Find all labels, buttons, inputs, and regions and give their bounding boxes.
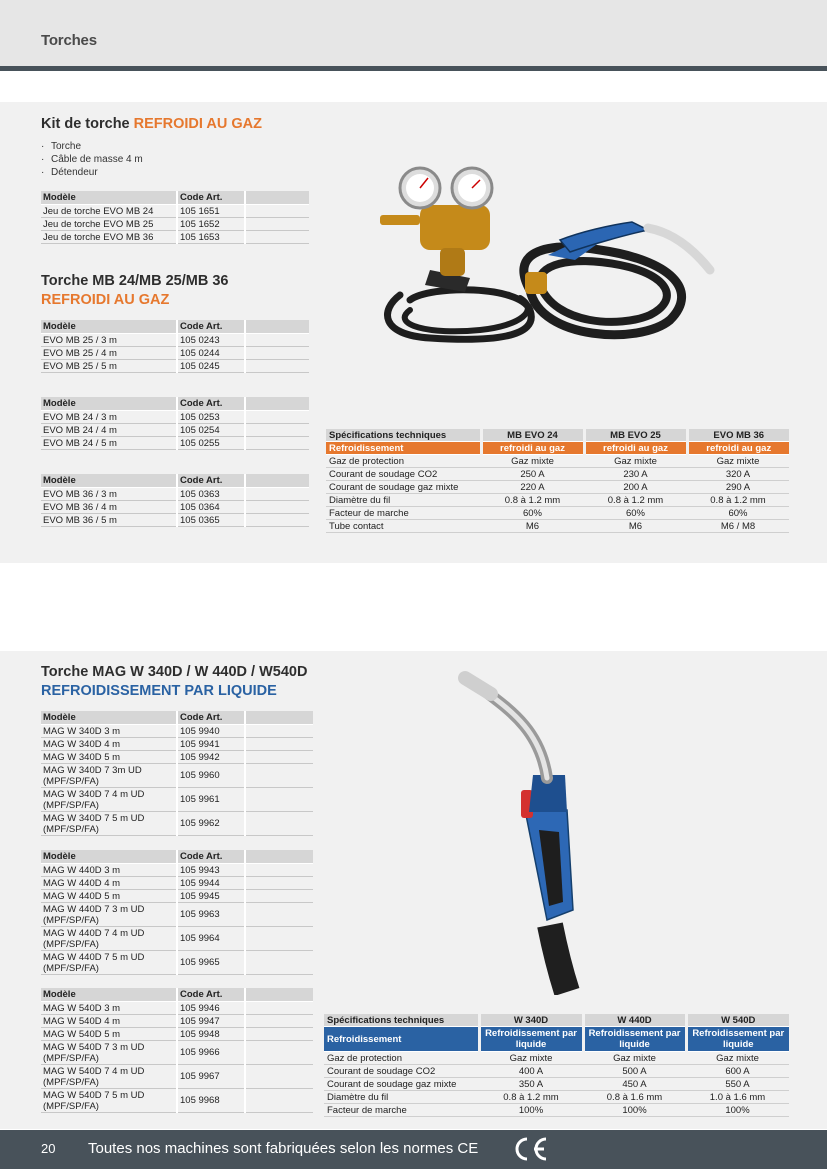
spec-value: Gaz mixte: [686, 1052, 789, 1065]
code-cell: 105 1651: [177, 205, 245, 218]
spec-label: Gaz de protection: [326, 455, 481, 468]
code-cell: 105 9966: [177, 1041, 245, 1065]
spec-label: Courant de soudage gaz mixte: [324, 1078, 479, 1091]
spec-label: Diamètre du fil: [324, 1091, 479, 1104]
model-cell: EVO MB 36 / 5 m: [41, 514, 177, 527]
table-row: [41, 864, 313, 877]
code-cell: 105 9967: [177, 1065, 245, 1089]
spec-value: Gaz mixte: [583, 1052, 686, 1065]
table-row: [324, 1078, 789, 1091]
header-model: Modèle: [41, 191, 177, 205]
spec-value: Gaz mixte: [687, 455, 789, 468]
mag540-model-table: [41, 988, 313, 1113]
model-cell: EVO MB 36 / 3 m: [41, 488, 177, 501]
spec-value: refroidi au gaz: [584, 442, 687, 455]
spec-value: Refroidissement par liquide: [583, 1027, 686, 1052]
torch-cable-icon: [550, 925, 567, 992]
table-row: [326, 455, 789, 468]
spec-value: M6: [481, 520, 584, 533]
header-model: Modèle: [41, 988, 177, 1002]
footer-text: Toutes nos machines sont fabriquées selon les normes CE: [88, 1140, 479, 1157]
mag-torch-image: [455, 670, 605, 995]
code-cell: 105 0244: [177, 347, 245, 360]
spec-value: refroidi au gaz: [481, 442, 584, 455]
header-title: Torches: [41, 32, 97, 49]
table-row: [41, 812, 313, 836]
spec-label: Gaz de protection: [324, 1052, 479, 1065]
table-row: [41, 1089, 313, 1113]
model-cell: MAG W 440D 7 3 m UD (MPF/SP/FA): [41, 903, 177, 927]
code-cell: 105 9964: [177, 927, 245, 951]
spec-value: Refroidissement par liquide: [479, 1027, 583, 1052]
code-cell: 105 9965: [177, 951, 245, 975]
table-row: [41, 877, 313, 890]
regulator-icon: [380, 168, 492, 276]
code-cell: 105 9943: [177, 864, 245, 877]
spec-value: 1.0 à 1.6 mm: [686, 1091, 789, 1104]
spec-value: 220 A: [481, 481, 584, 494]
spec-value: Gaz mixte: [481, 455, 584, 468]
table-row: [41, 514, 309, 527]
table-row: [41, 788, 313, 812]
spec-label: Courant de soudage CO2: [326, 468, 481, 481]
model-cell: MAG W 340D 4 m: [41, 738, 177, 751]
specs-header-model: MB EVO 25: [584, 429, 687, 442]
table-row: [324, 1104, 789, 1117]
table-row: [41, 334, 309, 347]
table-row: [326, 468, 789, 481]
header-empty: [245, 191, 309, 205]
mag340-model-table: [41, 711, 313, 836]
model-cell: EVO MB 25 / 5 m: [41, 360, 177, 373]
code-cell: 105 0364: [177, 501, 245, 514]
spec-value: 0.8 à 1.2 mm: [481, 494, 584, 507]
code-cell: 105 9942: [177, 751, 245, 764]
model-cell: MAG W 440D 3 m: [41, 864, 177, 877]
table-row: [41, 1065, 313, 1089]
spec-value: 450 A: [583, 1078, 686, 1091]
mag-subtitle: REFROIDISSEMENT PAR LIQUIDE: [41, 683, 277, 699]
specs-header-model: W 340D: [479, 1014, 583, 1027]
code-cell: 105 1652: [177, 218, 245, 231]
spec-value: 500 A: [583, 1065, 686, 1078]
specs-header-model: EVO MB 36: [687, 429, 789, 442]
header-model: Modèle: [41, 711, 177, 725]
torch-nozzle-icon: [465, 678, 491, 694]
header-code: Code Art.: [177, 988, 245, 1002]
table-row: [41, 951, 313, 975]
model-cell: MAG W 540D 4 m: [41, 1015, 177, 1028]
model-cell: EVO MB 24 / 3 m: [41, 411, 177, 424]
page-footer: [0, 1130, 827, 1169]
mag-title: Torche MAG W 340D / W 440D / W540D: [41, 664, 308, 680]
table-row: [41, 764, 313, 788]
table-row: [324, 1052, 789, 1065]
specs-header-model: W 540D: [686, 1014, 789, 1027]
header-model: Modèle: [41, 320, 177, 334]
table-row: [41, 1041, 313, 1065]
mb25-model-table: [41, 320, 309, 373]
spec-value: 0.8 à 1.2 mm: [687, 494, 789, 507]
page-header: [0, 0, 827, 66]
spec-value: refroidi au gaz: [687, 442, 789, 455]
header-code: Code Art.: [177, 474, 245, 488]
header-model: Modèle: [41, 474, 177, 488]
spec-label: Refroidissement: [326, 442, 481, 455]
spec-value: 60%: [481, 507, 584, 520]
code-cell: 105 9962: [177, 812, 245, 836]
table-row: [41, 1028, 313, 1041]
table-header-row: [41, 191, 309, 205]
spec-value: 600 A: [686, 1065, 789, 1078]
model-cell: MAG W 540D 7 5 m UD (MPF/SP/FA): [41, 1089, 177, 1113]
code-cell: 105 0254: [177, 424, 245, 437]
spec-value: Refroidissement par liquide: [686, 1027, 789, 1052]
table-row: [326, 507, 789, 520]
code-cell: 105 9961: [177, 788, 245, 812]
code-cell: 105 9941: [177, 738, 245, 751]
model-cell: MAG W 440D 5 m: [41, 890, 177, 903]
spec-label: Courant de soudage CO2: [324, 1065, 479, 1078]
model-cell: Jeu de torche EVO MB 36: [41, 231, 177, 244]
spec-value: M6 / M8: [687, 520, 789, 533]
model-cell: MAG W 440D 7 4 m UD (MPF/SP/FA): [41, 927, 177, 951]
code-cell: 105 9946: [177, 1002, 245, 1015]
mb24-model-table: [41, 397, 309, 450]
spec-value: 0.8 à 1.2 mm: [584, 494, 687, 507]
code-cell: 105 9947: [177, 1015, 245, 1028]
header-bar: [0, 66, 827, 71]
ce-mark-icon: [510, 1135, 550, 1163]
model-cell: MAG W 340D 3 m: [41, 725, 177, 738]
code-cell: 105 9948: [177, 1028, 245, 1041]
spec-value: 0.8 à 1.2 mm: [479, 1091, 583, 1104]
table-row: [41, 890, 313, 903]
spec-value: Gaz mixte: [479, 1052, 583, 1065]
spec-value: 320 A: [687, 468, 789, 481]
table-row: [326, 481, 789, 494]
connector-icon: [525, 272, 547, 294]
specs-header-model: MB EVO 24: [481, 429, 584, 442]
table-row: [41, 903, 313, 927]
header-code: Code Art.: [177, 711, 245, 725]
spec-value: 550 A: [686, 1078, 789, 1091]
torch-neck-icon: [481, 688, 547, 778]
spec-value: 290 A: [687, 481, 789, 494]
code-cell: 105 9968: [177, 1089, 245, 1113]
spec-value: 60%: [584, 507, 687, 520]
table-row: [326, 520, 789, 533]
model-cell: MAG W 340D 7 3m UD (MPF/SP/FA): [41, 764, 177, 788]
code-cell: 105 9945: [177, 890, 245, 903]
code-cell: 105 9960: [177, 764, 245, 788]
table-row: [41, 1002, 313, 1015]
header-code: Code Art.: [177, 191, 245, 205]
table-row: [326, 494, 789, 507]
kit-title: [41, 116, 262, 132]
spec-label: Courant de soudage gaz mixte: [326, 481, 481, 494]
model-cell: Jeu de torche EVO MB 25: [41, 218, 177, 231]
spec-value: 250 A: [481, 468, 584, 481]
table-row: [41, 424, 309, 437]
model-cell: EVO MB 25 / 4 m: [41, 347, 177, 360]
mb36-model-table: [41, 474, 309, 527]
table-row: [41, 1015, 313, 1028]
header-code: Code Art.: [177, 850, 245, 864]
model-cell: MAG W 540D 7 3 m UD (MPF/SP/FA): [41, 1041, 177, 1065]
header-code: Code Art.: [177, 320, 245, 334]
model-cell: MAG W 540D 3 m: [41, 1002, 177, 1015]
code-cell: 105 0365: [177, 514, 245, 527]
spec-value: M6: [584, 520, 687, 533]
table-row: [324, 1065, 789, 1078]
mb-title: Torche MB 24/MB 25/MB 36: [41, 273, 229, 289]
model-cell: EVO MB 25 / 3 m: [41, 334, 177, 347]
list-item: · Détendeur: [41, 166, 143, 179]
kit-title-highlight: REFROIDI AU GAZ: [133, 116, 263, 132]
table-row: [41, 231, 309, 244]
specs-header-row: [324, 1014, 789, 1027]
spec-value: 350 A: [479, 1078, 583, 1091]
model-cell: MAG W 340D 7 5 m UD (MPF/SP/FA): [41, 812, 177, 836]
table-row: [41, 501, 309, 514]
spec-label: Facteur de marche: [324, 1104, 479, 1117]
spec-value: 200 A: [584, 481, 687, 494]
model-cell: MAG W 540D 5 m: [41, 1028, 177, 1041]
code-cell: 105 9940: [177, 725, 245, 738]
model-cell: EVO MB 24 / 5 m: [41, 437, 177, 450]
model-cell: MAG W 340D 5 m: [41, 751, 177, 764]
specs-cooling-row: [326, 442, 789, 455]
specs-header-label: Spécifications techniques: [324, 1014, 479, 1027]
code-cell: 105 0363: [177, 488, 245, 501]
table-row: [41, 218, 309, 231]
model-cell: MAG W 540D 7 4 m UD (MPF/SP/FA): [41, 1065, 177, 1089]
model-cell: EVO MB 36 / 4 m: [41, 501, 177, 514]
specs-header-model: W 440D: [583, 1014, 686, 1027]
spec-label: Diamètre du fil: [326, 494, 481, 507]
specs-header-label: Spécifications techniques: [326, 429, 481, 442]
page-number: 20: [41, 1141, 56, 1156]
code-cell: 105 9944: [177, 877, 245, 890]
mb-subtitle: REFROIDI AU GAZ: [41, 292, 170, 308]
table-row: [41, 360, 309, 373]
model-cell: MAG W 440D 4 m: [41, 877, 177, 890]
mb-specs-table: [326, 429, 789, 533]
header-model: Modèle: [41, 850, 177, 864]
code-cell: 105 1653: [177, 231, 245, 244]
header-model: Modèle: [41, 397, 177, 411]
spec-value: 230 A: [584, 468, 687, 481]
code-cell: 105 0255: [177, 437, 245, 450]
torch-kit-image: [370, 160, 730, 350]
table-row: [41, 437, 309, 450]
spec-label: Tube contact: [326, 520, 481, 533]
spec-label: Refroidissement: [324, 1027, 479, 1052]
spec-value: Gaz mixte: [584, 455, 687, 468]
code-cell: 105 0253: [177, 411, 245, 424]
spec-value: 100%: [479, 1104, 583, 1117]
mag440-model-table: [41, 850, 313, 975]
spec-value: 100%: [686, 1104, 789, 1117]
table-row: [324, 1091, 789, 1104]
code-cell: 105 0245: [177, 360, 245, 373]
table-row: [41, 738, 313, 751]
table-row: [41, 347, 309, 360]
model-cell: Jeu de torche EVO MB 24: [41, 205, 177, 218]
spec-value: 0.8 à 1.6 mm: [583, 1091, 686, 1104]
mag-specs-table: [324, 1014, 789, 1117]
spec-value: 60%: [687, 507, 789, 520]
header-code: Code Art.: [177, 397, 245, 411]
model-cell: EVO MB 24 / 4 m: [41, 424, 177, 437]
table-row: [41, 725, 313, 738]
kit-contents-list: [41, 140, 143, 179]
table-row: [41, 927, 313, 951]
specs-header-row: [326, 429, 789, 442]
code-cell: 105 9963: [177, 903, 245, 927]
table-row: [41, 411, 309, 424]
model-cell: MAG W 440D 7 5 m UD (MPF/SP/FA): [41, 951, 177, 975]
table-row: [41, 751, 313, 764]
spec-label: Facteur de marche: [326, 507, 481, 520]
kit-title-prefix: Kit de torche: [41, 116, 130, 132]
code-cell: 105 0243: [177, 334, 245, 347]
specs-cooling-row: [324, 1027, 789, 1052]
table-row: [41, 205, 309, 218]
kit-model-table: [41, 191, 309, 244]
model-cell: MAG W 340D 7 4 m UD (MPF/SP/FA): [41, 788, 177, 812]
spec-value: 100%: [583, 1104, 686, 1117]
table-row: [41, 488, 309, 501]
spec-value: 400 A: [479, 1065, 583, 1078]
list-item: · Torche: [41, 140, 143, 153]
list-item: · Câble de masse 4 m: [41, 153, 143, 166]
